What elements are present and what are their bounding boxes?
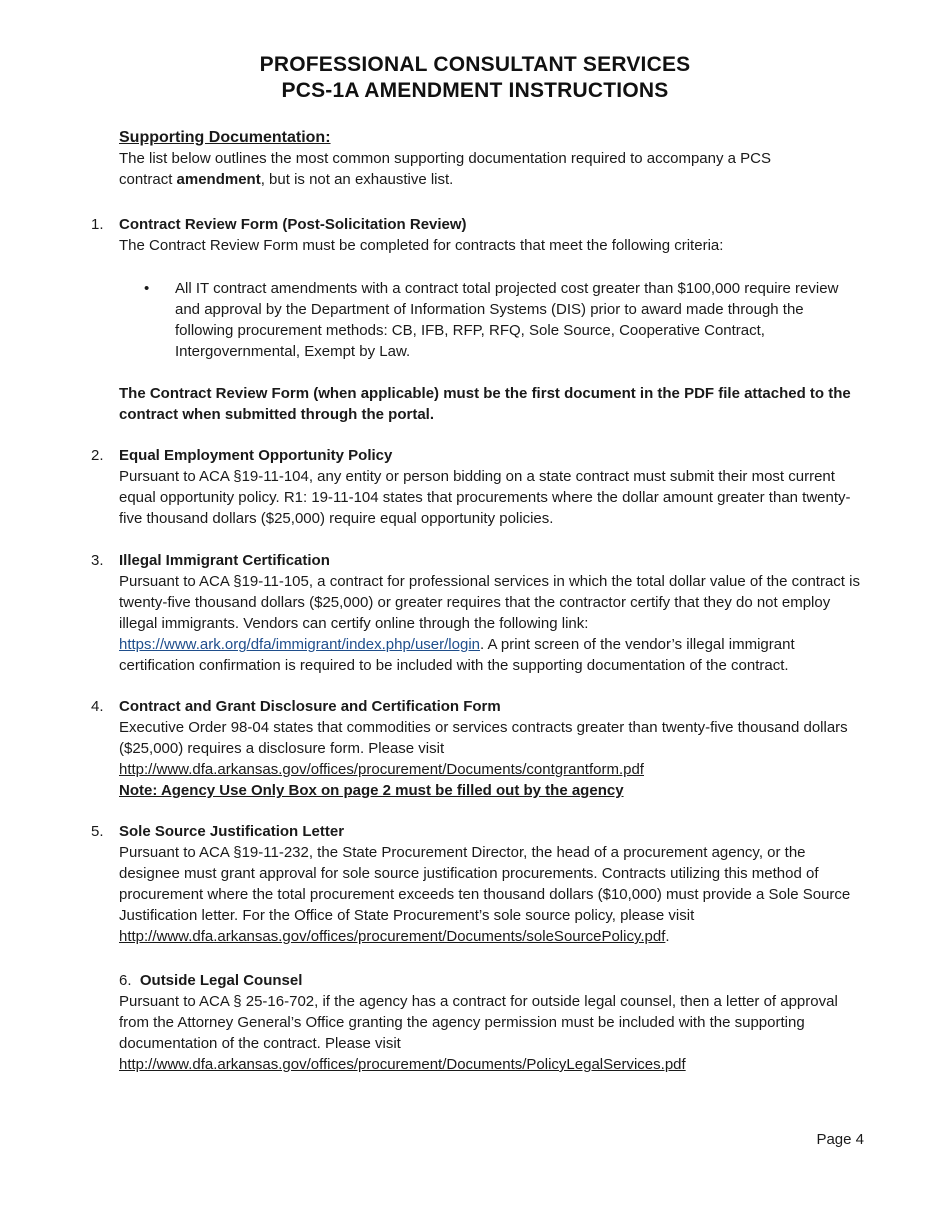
item-title: Outside Legal Counsel <box>139 972 303 989</box>
item-equal-employment <box>119 445 864 529</box>
intro-text-part-2: , but is not an exhaustive list. <box>260 171 454 188</box>
item-number-3: 3. <box>91 552 104 569</box>
item-number-1: 1. <box>91 216 104 233</box>
page-number: Page 4 <box>816 1131 864 1148</box>
intro-text-bold: amendment <box>176 171 261 188</box>
link-suffix: . <box>665 928 670 945</box>
item-title: Contract Review Form (Post-Solicitation Review) <box>119 216 467 233</box>
item-title: Illegal Immigrant Certification <box>119 552 330 569</box>
disclosure-form-link[interactable]: http://www.dfa.arkansas.gov/offices/procurement/Documents/contgrantform.pdf <box>119 761 644 778</box>
item-outside-legal-counsel <box>119 970 864 1075</box>
item-number-2: 2. <box>91 447 104 464</box>
item-number-6: 6. <box>119 972 132 989</box>
immigrant-certification-link[interactable]: https://www.ark.org/dfa/immigrant/index.php/user/login <box>119 636 481 653</box>
item-number-5: 5. <box>91 823 104 840</box>
item-title: Contract and Grant Disclosure and Certification Form <box>119 698 501 715</box>
document-title-line-2: PCS-1A AMENDMENT INSTRUCTIONS <box>281 79 669 102</box>
item-title: Sole Source Justification Letter <box>119 823 345 840</box>
item-contract-review-form <box>119 214 864 256</box>
section-heading: Supporting Documentation: <box>119 129 331 146</box>
intro-paragraph <box>119 148 819 190</box>
document-title-line-1: PROFESSIONAL CONSULTANT SERVICES <box>259 53 691 76</box>
supporting-documentation-section <box>119 129 864 190</box>
item-text: Pursuant to ACA §19-11-232, the State Procurement Director, the head of a procurement agency, or the designee must grant approval for sole source justification procurements. Contracts utilizing this method of procurement where the total procurement exceeds ten thousand dollars ($10,000) must provide a Sole Source Justification letter. For the Office of State Procurement’s sole source policy, please visit <box>119 844 851 924</box>
item-text-after: . A print screen of the vendor’s illegal immigrant certification confirmation is required to be included with the supporting documentation of the contract. <box>119 636 795 674</box>
item-text: Executive Order 98-04 states that commodities or services contracts greater than twenty-five thousand dollars ($25,000) requires a disclosure form. Please visit <box>119 719 848 757</box>
item-number-4: 4. <box>91 698 104 715</box>
bullet-icon: • <box>144 280 150 297</box>
agency-use-note: Note: Agency Use Only Box on page 2 must be filled out by the agency <box>119 782 624 799</box>
legal-services-policy-link[interactable]: http://www.dfa.arkansas.gov/offices/procurement/Documents/PolicyLegalServices.pdf <box>119 1056 686 1073</box>
item-sole-source <box>119 821 864 947</box>
item-text <box>119 571 864 676</box>
contract-review-bold-note: The Contract Review Form (when applicable) must be the first document in the PDF file attached to the contract when submitted through the portal. <box>119 385 851 423</box>
item-disclosure-form <box>119 696 864 801</box>
item-title: Equal Employment Opportunity Policy <box>119 447 393 464</box>
intro-text-part-1: The list below outlines the most common supporting documentation required to accompany a PCS contract <box>119 150 772 188</box>
item-illegal-immigrant <box>119 550 864 676</box>
item-text: Pursuant to ACA §19-11-104, any entity or person bidding on a state contract must submit their most current equal opportunity policy. R1: 19-11-104 states that procurements where the dollar amount greater than twenty-five thousand dollars ($25,000) require equal opportunity policies. <box>119 468 851 527</box>
bullet-item-text: All IT contract amendments with a contract total projected cost greater than $100,000 require review and approval by the Department of Information Systems (DIS) prior to award made through the following procurement methods: CB, IFB, RFP, RFQ, Sole Source, Cooperative Contract, Intergovernmental, Exempt by Law. <box>175 280 839 360</box>
item-text: Pursuant to ACA § 25-16-702, if the agency has a contract for outside legal counsel, then a letter of approval from the Attorney General’s Office granting the agency permission must be included with the supporting documentation of the contract. Please visit <box>119 993 838 1052</box>
sole-source-policy-link[interactable]: http://www.dfa.arkansas.gov/offices/procurement/Documents/soleSourcePolicy.pdf <box>119 928 666 945</box>
item-text: The Contract Review Form must be completed for contracts that meet the following criteria: <box>119 237 724 254</box>
item-text-part: Pursuant to ACA §19-11-105, a contract for professional services in which the total dollar value of the contract is twenty-five thousand dollars ($25,000) or greater requires that the contractor certify that they do not employ illegal immigrants. Vendors can certify online through the following link: <box>119 573 860 632</box>
